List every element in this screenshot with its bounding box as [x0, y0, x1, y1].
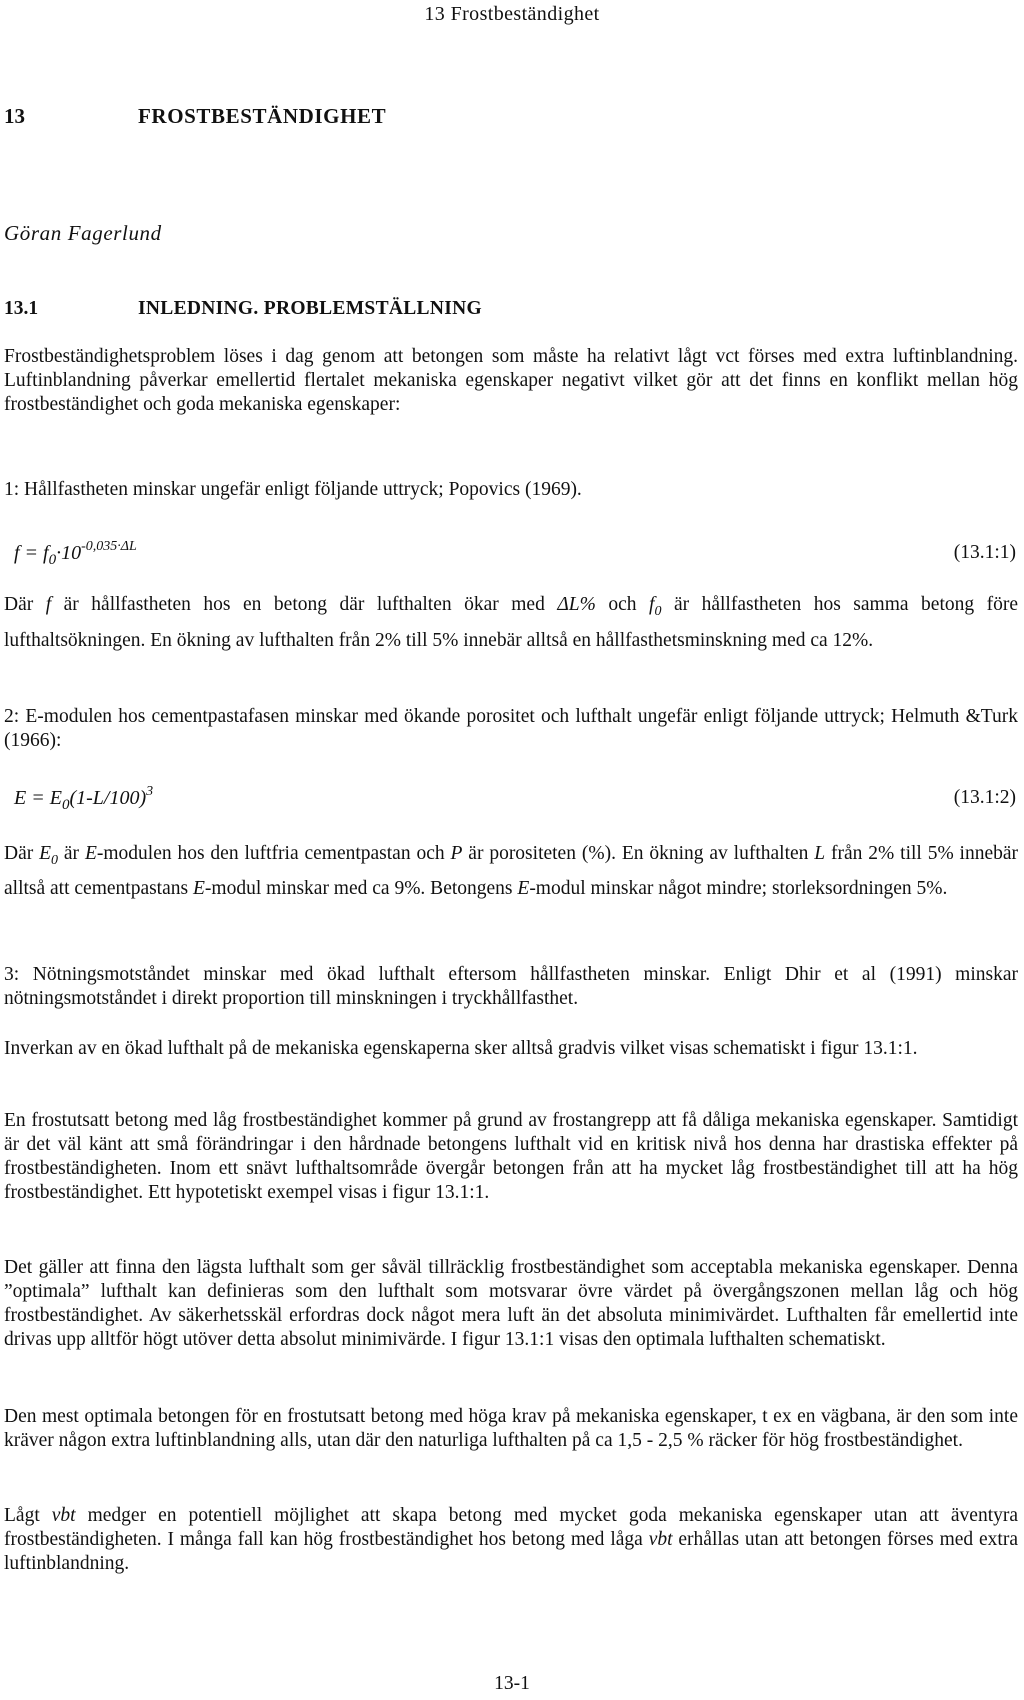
- symbol-f0: [649, 594, 662, 619]
- equation-1-sub: 0: [48, 552, 57, 568]
- symbol-e0: [39, 843, 59, 868]
- text-segment: Där: [4, 594, 34, 615]
- text-segment: -modul minskar något mindre; storleksordningen 5%.: [529, 877, 948, 899]
- symbol-vbt: vbt: [648, 1529, 673, 1550]
- symbol-f: f: [45, 594, 52, 615]
- text-segment: erhållas utan att betongen förses med extra luftinblandning.: [4, 1529, 1018, 1574]
- equation-2-number: (13.1:2): [953, 787, 1016, 808]
- equation-1-base: ·10: [56, 542, 82, 564]
- equation-1-lhs: f = f: [14, 542, 49, 564]
- equation-2-exponent: 3: [146, 784, 154, 799]
- running-header: 13 Frostbeständighet: [424, 3, 600, 25]
- equation-1-number: (13.1:1): [953, 542, 1016, 563]
- text-segment: Lågt: [4, 1505, 40, 1526]
- section-number: 13.1: [4, 298, 39, 319]
- symbol-e: E: [84, 843, 97, 864]
- symbol-e: E: [192, 877, 205, 899]
- paragraph-inverkan: Inverkan av en ökad lufthalt på de mekaniska egenskaperna sker alltså gradvis vilket visas schematiskt i figur 13.1:1.: [4, 1038, 918, 1059]
- chapter-number: 13: [4, 104, 25, 128]
- paragraph-frostutsatt: En frostutsatt betong med låg frostbeständighet kommer på grund av frostangrepp att få dåliga mekaniska egenskaper. Samtidigt är det väl känt att små förändringar i den hårdnade betongens lufthalt vid en kritisk nivå hos denna har drastiska effekter på frostbeständigheten. Inom ett snävt lufthaltsområde övergår betongen från att ha mycket låg frostbeständighet till att ha hög frostbeständighet. Ett hypotetiskt exempel visas i figur 13.1:1.: [4, 1110, 1018, 1203]
- text-segment: Där: [4, 843, 34, 864]
- paragraph-item2-explanation: [4, 840, 1018, 903]
- text-segment: från 2% till 5% innebär alltså att cementpastans: [4, 843, 1019, 899]
- chapter-title: FROSTBESTÄNDIGHET: [138, 104, 387, 128]
- text-segment: medger en potentiell möjlighet att skapa betong med mycket goda mekaniska egenskaper utan att äventyra frostbeständigheten. I många fall kan hög frostbeständighet hos betong med låga: [4, 1505, 1019, 1550]
- equation-2: [14, 780, 153, 817]
- equation-1-exponent: -0,035·ΔL: [81, 539, 137, 554]
- symbol-f0-base: f: [649, 594, 655, 615]
- equation-2-lhs: E = E: [14, 787, 62, 809]
- section-title: INLEDNING. PROBLEMSTÄLLNING: [138, 298, 482, 319]
- text-segment: är porositeten (%). En ökning av lufthalten: [468, 843, 809, 864]
- paragraph-intro: Frostbeständighetsproblem löses i dag genom att betongen som måste ha relativt lågt vct förses med extra luftinblandning. Luftinblandning påverkar emellertid flertalet mekaniska egenskaper negativt vilket gör att det finns en konflikt mellan hög frostbeständighet och goda mekaniska egenskaper:: [4, 346, 1018, 415]
- paragraph-optimal-lufthalt: Det gäller att finna den lägsta lufthalt som ger såväl tillräcklig frostbeständighet som acceptabla mekaniska egenskaper. Denna ”optimala” lufthalt kan definieras som den lufthalt som motsvarar övre värdet på övergångszonen mellan låg och hög frostbeständighet. Av säkerhetsskäl erfordras dock något mera luft än det absoluta minimivärdet. Lufthalten får emellertid inte drivas upp alltför högt utöver detta absolut minimivärde. I figur 13.1:1 visas den optimala lufthalten schematiskt.: [4, 1257, 1018, 1350]
- equation-1: [14, 535, 137, 572]
- author-name: Göran Fagerlund: [4, 221, 162, 245]
- symbol-l: L: [814, 843, 826, 864]
- symbol-f0-sub: 0: [654, 603, 662, 619]
- text-segment: är hållfastheten hos samma betong före lufthaltsökningen. En ökning av lufthalten från 2% till 5% innebär alltså en hållfasthetsminskning med ca 12%.: [4, 594, 1019, 651]
- equation-2-sub: 0: [61, 797, 70, 813]
- paragraph-lagt-vbt: [4, 1504, 1018, 1576]
- text-segment: -modul minskar med ca 9%. Betongens: [204, 877, 513, 899]
- paragraph-item1-explanation: [4, 590, 1018, 655]
- symbol-e0-base: E: [39, 843, 52, 864]
- symbol-p: P: [450, 843, 463, 864]
- text-segment: -modulen hos den luftfria cementpastan och: [96, 843, 445, 864]
- paragraph-mest-optimala: Den mest optimala betongen för en frostutsatt betong med höga krav på mekaniska egenskaper, t ex en vägbana, är den som inte kräver någon extra luftinblandning alls, utan där den naturliga lufthalten på ca 1,5 - 2,5 % räcker för hög frostbeständighet.: [4, 1406, 1018, 1451]
- symbol-vbt: vbt: [51, 1505, 76, 1526]
- text-segment: är hållfastheten hos en betong där lufthalten ökar med: [63, 594, 545, 615]
- symbol-e: E: [517, 877, 530, 899]
- list-item-2: 2: E-modulen hos cementpastafasen minskar med ökande porositet och lufthalt ungefär enligt följande uttryck; Helmuth &Turk (1966):: [4, 706, 1018, 751]
- page-number: 13-1: [494, 1673, 530, 1694]
- symbol-e0-sub: 0: [51, 852, 59, 868]
- list-item-1: 1: Hållfastheten minskar ungefär enligt följande uttryck; Popovics (1969).: [4, 479, 582, 500]
- list-item-3: 3: Nötningsmotståndet minskar med ökad lufthalt eftersom hållfastheten minskar. Enligt Dhir et al (1991) minskar nötningsmotståndet i direkt proportion till minskningen i tryckhållfasthet.: [4, 964, 1018, 1009]
- equation-2-rest: (1-L/100): [69, 787, 147, 809]
- symbol-delta-l: ΔL%: [557, 594, 596, 615]
- text-segment: är: [63, 843, 80, 864]
- text-segment: och: [608, 594, 637, 615]
